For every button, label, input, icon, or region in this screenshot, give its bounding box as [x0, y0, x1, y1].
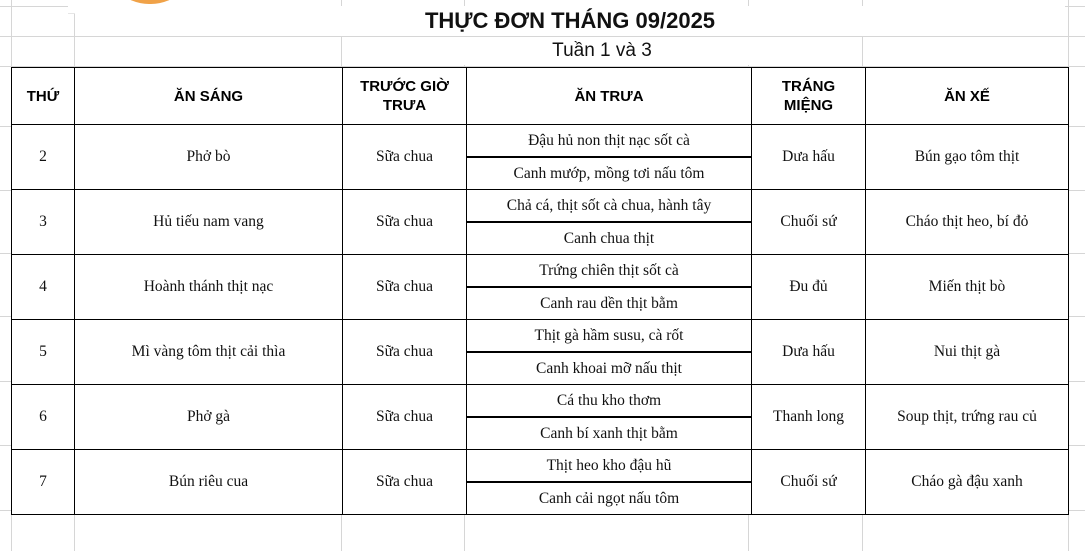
- lunch-soup-cell: Canh khoai mỡ nấu thịt: [467, 352, 752, 385]
- dessert-cell: Dưa hấu: [752, 125, 866, 190]
- lunch-soup-cell: Canh bí xanh thịt bằm: [467, 417, 752, 450]
- dessert-cell: Dưa hấu: [752, 320, 866, 385]
- table-row: [12, 255, 1069, 288]
- snack-cell: Bún gạo tôm thịt: [866, 125, 1069, 190]
- header-dessert-line2: MIỆNG: [783, 97, 834, 114]
- pre-lunch-cell: Sữa chua: [343, 450, 467, 515]
- pre-lunch-cell: Sữa chua: [343, 125, 467, 190]
- menu-table: [11, 67, 1069, 515]
- snack-cell: Nui thịt gà: [866, 320, 1069, 385]
- snack-cell: Soup thịt, trứng rau củ: [866, 385, 1069, 450]
- lunch-main-dish-cell: Đậu hủ non thịt nạc sốt cà: [467, 125, 752, 158]
- breakfast-cell: Phở gà: [75, 385, 343, 450]
- breakfast-cell: Hủ tiếu nam vang: [75, 190, 343, 255]
- lunch-soup-cell: Canh mướp, mồng tơi nấu tôm: [467, 157, 752, 190]
- lunch-main-dish-cell: Chả cá, thịt sốt cà chua, hành tây: [467, 190, 752, 223]
- header-day: THỨ: [12, 68, 75, 125]
- pre-lunch-cell: Sữa chua: [343, 255, 467, 320]
- dessert-cell: Chuối sứ: [752, 450, 866, 515]
- table-row: [12, 385, 1069, 418]
- header-row: [12, 68, 1069, 125]
- dessert-cell: Chuối sứ: [752, 190, 866, 255]
- day-cell: 5: [12, 320, 75, 385]
- lunch-main-dish-cell: Cá thu kho thơm: [467, 385, 752, 418]
- lunch-soup-cell: Canh rau dền thịt bằm: [467, 287, 752, 320]
- pre-lunch-cell: Sữa chua: [343, 320, 467, 385]
- lunch-main-dish-cell: Trứng chiên thịt sốt cà: [467, 255, 752, 288]
- header-breakfast: ĂN SÁNG: [75, 68, 343, 125]
- dessert-cell: Đu đủ: [752, 255, 866, 320]
- lunch-main-dish-cell: Thịt gà hầm susu, cà rốt: [467, 320, 752, 353]
- header-lunch: ĂN TRƯA: [467, 68, 752, 125]
- pre-lunch-cell: Sữa chua: [343, 385, 467, 450]
- lunch-soup-cell: Canh cải ngọt nấu tôm: [467, 482, 752, 515]
- pre-lunch-cell: Sữa chua: [343, 190, 467, 255]
- breakfast-cell: Mì vàng tôm thịt cải thìa: [75, 320, 343, 385]
- breakfast-cell: Bún riêu cua: [75, 450, 343, 515]
- header-snack: ĂN XẾ: [866, 68, 1069, 125]
- table-row: [12, 190, 1069, 223]
- table-row: [12, 125, 1069, 158]
- menu-title: THỰC ĐƠN THÁNG 09/2025: [75, 6, 1065, 36]
- breakfast-cell: Phở bò: [75, 125, 343, 190]
- header-dessert-line1: TRÁNG: [781, 78, 836, 95]
- day-cell: 7: [12, 450, 75, 515]
- snack-cell: Cháo thịt heo, bí đỏ: [866, 190, 1069, 255]
- day-cell: 2: [12, 125, 75, 190]
- breakfast-cell: Hoành thánh thịt nạc: [75, 255, 343, 320]
- table-row: [12, 450, 1069, 483]
- header-dessert: [752, 68, 866, 125]
- dessert-cell: Thanh long: [752, 385, 866, 450]
- header-pre-lunch-line1: TRƯỚC GIỜ: [360, 78, 449, 95]
- menu-subtitle: Tuần 1 và 3: [342, 37, 862, 65]
- table-row: [12, 320, 1069, 353]
- header-pre-lunch: [343, 68, 467, 125]
- header-pre-lunch-line2: TRƯA: [382, 97, 427, 114]
- lunch-soup-cell: Canh chua thịt: [467, 222, 752, 255]
- day-cell: 3: [12, 190, 75, 255]
- snack-cell: Miến thịt bò: [866, 255, 1069, 320]
- day-cell: 6: [12, 385, 75, 450]
- snack-cell: Cháo gà đậu xanh: [866, 450, 1069, 515]
- day-cell: 4: [12, 255, 75, 320]
- lunch-main-dish-cell: Thịt heo kho đậu hũ: [467, 450, 752, 483]
